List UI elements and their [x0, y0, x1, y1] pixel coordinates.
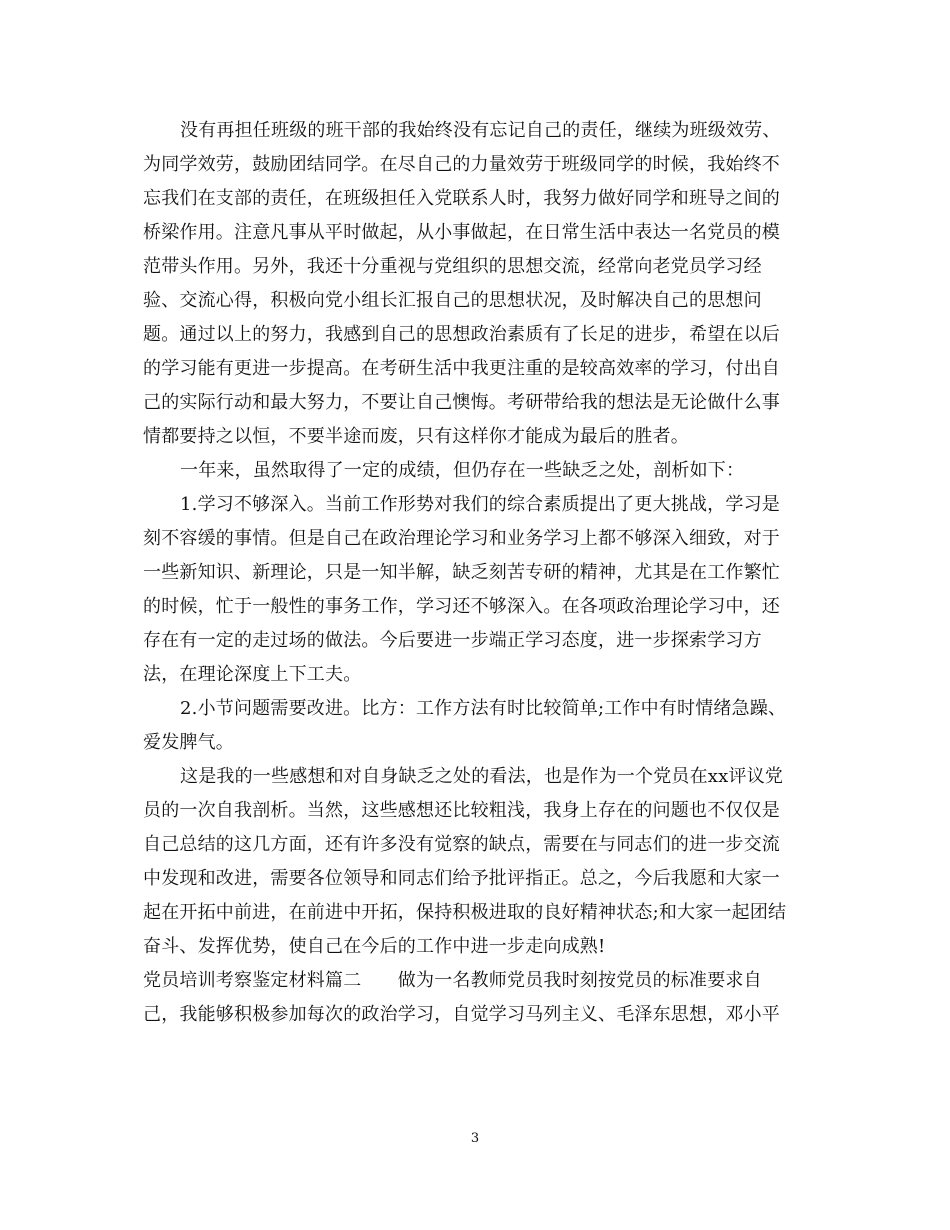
text-line: 1.学习不够深入。当前工作形势对我们的综合素质提出了更大挑战，学习是 [180, 494, 780, 515]
text-line: 一年来，虽然取得了一定的成绩，但仍存在一些缺乏之处，剖析如下： [180, 460, 745, 481]
section-heading-line: 党员培训考察鉴定材料篇二 做为一名教师党员我时刻按党员的标准要求自 [143, 970, 762, 991]
text-line: 存在有一定的走过场的做法。今后要进一步端正学习态度，进一步探索学习方 [143, 630, 762, 651]
text-line: 桥梁作用。注意凡事从平时做起，从小事做起，在日常生活中表达一名党员的模 [143, 222, 780, 243]
page-number: 3 [470, 1131, 480, 1146]
text-line: 2.小节问题需要改进。比方：工作方法有时比较简单;工作中有时情绪急躁、 [180, 698, 787, 719]
text-line: 刻不容缓的事情。但是自己在政治理论学习和业务学习上都不够深入细致，对于 [143, 528, 780, 549]
text-line: 一些新知识、新理论，只是一知半解，缺乏刻苦专研的精神，尤其是在工作繁忙 [143, 562, 780, 583]
text-line: 己的实际行动和最大努力，不要让自己懊悔。考研带给我的想法是无论做什么事 [143, 392, 780, 413]
text-line: 法，在理论深度上下工夫。 [143, 664, 362, 685]
text-line: 爱发脾气。 [143, 732, 234, 753]
text-line: 的时候，忙于一般性的事务工作，学习还不够深入。在各项政治理论学习中，还 [143, 596, 780, 617]
text-line: 中发现和改进，需要各位领导和同志们给予批评指正。总之，今后我愿和大家一 [143, 868, 780, 889]
text-line: 忘我们在支部的责任，在班级担任入党联系人时，我努力做好同学和班导之间的 [143, 188, 780, 209]
text-line: 这是我的一些感想和对自身缺乏之处的看法，也是作为一个党员在xx评议党 [180, 766, 784, 787]
text-line: 验、交流心得，积极向党小组长汇报自己的思想状况，及时解决自己的思想问 [143, 290, 762, 311]
text-line: 己，我能够积极参加每次的政治学习，自觉学习马列主义、毛泽东思想，邓小平 [143, 1004, 780, 1025]
text-line: 情都要持之以恒，不要半途而废，只有这样你才能成为最后的胜者。 [143, 426, 689, 447]
text-line: 范带头作用。另外，我还十分重视与党组织的思想交流，经常向老党员学习经 [143, 256, 762, 277]
text-line: 自己总结的这几方面，还有许多没有觉察的缺点，需要在与同志们的进一步交流 [143, 834, 780, 855]
text-line: 奋斗、发挥优势，使自己在今后的工作中进一步走向成熟! [143, 936, 606, 957]
text-line: 题。通过以上的努力，我感到自己的思想政治素质有了长足的进步，希望在以后 [143, 324, 780, 345]
text-line: 的学习能有更进一步提高。在考研生活中我更注重的是较高效率的学习，付出自 [143, 358, 780, 379]
text-line: 起在开拓中前进，在前进中开拓，保持积极进取的良好精神状态;和大家一起团结 [143, 902, 787, 923]
text-line: 为同学效劳，鼓励团结同学。在尽自己的力量效劳于班级同学的时候，我始终不 [143, 154, 780, 175]
text-line: 员的一次自我剖析。当然，这些感想还比较粗浅，我身上存在的问题也不仅仅是 [143, 800, 780, 821]
text-line: 没有再担任班级的班干部的我始终没有忘记自己的责任，继续为班级效劳、 [180, 120, 781, 141]
